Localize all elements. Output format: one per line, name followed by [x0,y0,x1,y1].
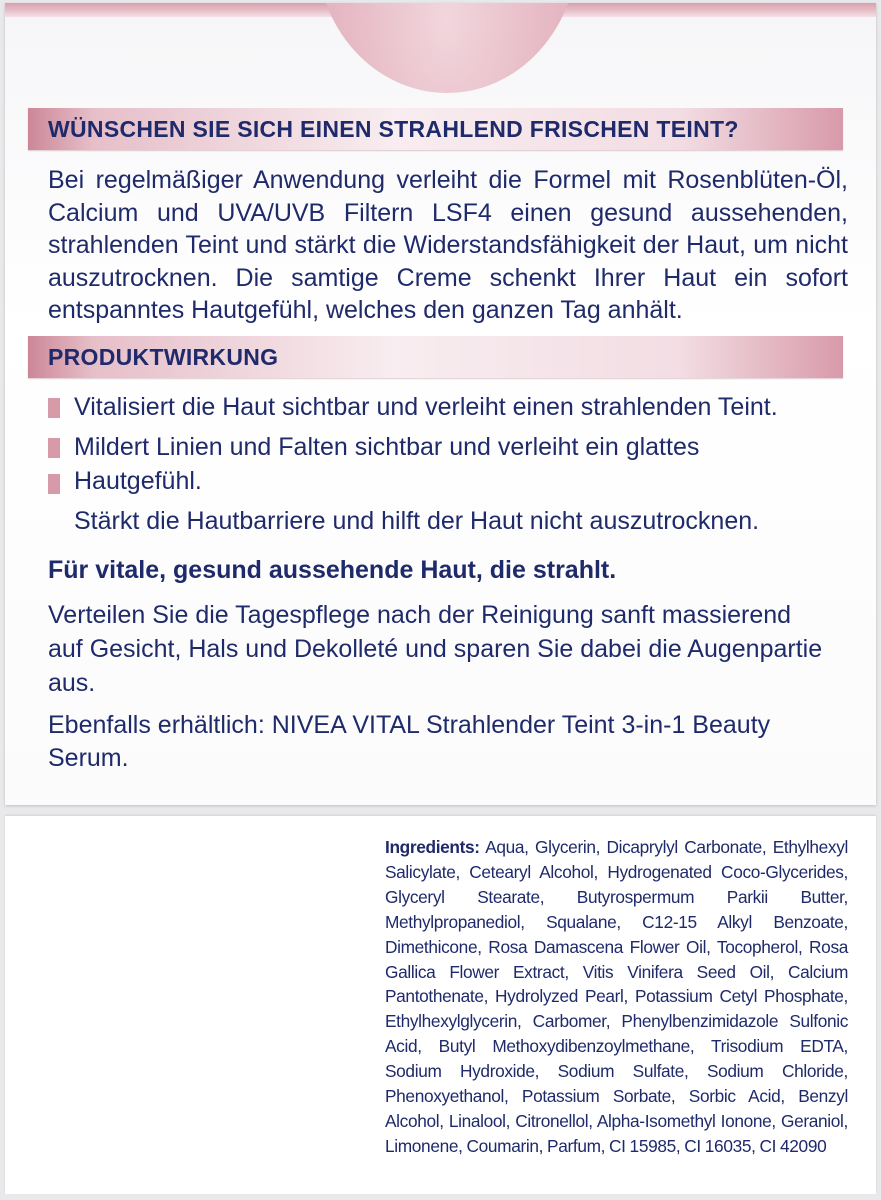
benefit-text: Mildert Linien und Falten sichtbar und verleiht ein glattes Hautgefühl. [74,433,700,495]
benefit-text: Vitalisiert die Haut sichtbar und verleiht einen strahlenden Teint. [74,393,778,421]
ingredients-list [385,835,848,1159]
lid-pull-tab [316,3,578,93]
benefit-text: Stärkt die Hautbarriere und hilft der Haut nicht auszutrocknen. [74,507,760,535]
bullet-marker-icon [48,398,60,418]
intro-paragraph: Bei regelmäßiger Anwendung verleiht die Formel mit Rosenblüten-Öl, Calcium und UVA/UVB Filtern LSF4 einen gesund aussehenden, strahlenden Teint und stärkt die Widerstandsfähigkeit der Haut, um nicht auszutrocknen. Die samtige Creme schenkt Ihrer Haut ein sofort entspanntes Hautgefühl, welches den ganzen Tag anhält. [48,166,848,324]
also-available-note: Ebenfalls erhältlich: NIVEA VITAL Strahlender Teint 3-in-1 Beauty Serum. [48,711,771,772]
bullet-marker-icon [48,474,60,494]
ingredients-text: Aqua, Glycerin, Dicaprylyl Carbonate, Ethylhexyl Salicylate, Cetearyl Alcohol, Hydrogenated Coco-Glycerides, Glyceryl Stearate, Butyrospermum Parkii Butter, Methylpropanediol, Squalane, C12-15 Alkyl Benzoate, Dimethicone, Rosa Damascena Flower Oil, Tocopherol, Rosa Gallica Flower Extract, Vitis Vinifera Seed Oil, Calcium Pantothenate, Hydrolyzed Pearl, Potassium Cetyl Phosphate, Ethylhexylglycerin, Carbomer, Phenylbenzimidazole Sulfonic Acid, Butyl Methoxydibenzoylmethane, Trisodium EDTA, Sodium Hydroxide, Sodium Sulfate, Sodium Chloride, Phenoxyethanol, Potassium Sorbate, Sorbic Acid, Benzyl Alcohol, Linalool, Citronellol, Alpha-Isomethyl Ionone, Geraniol, Limonene, Coumarin, Parfum, CI 15985, CI 16035, CI 42090 [385,837,848,1156]
list-item [48,390,828,424]
bullet-marker-icon [48,438,60,458]
benefit-list [48,390,828,544]
list-item [48,430,828,498]
product-effect-title: PRODUKTWIRKUNG [48,344,279,370]
tagline: Für vitale, gesund aussehende Haut, die strahlt. [48,556,617,584]
list-item [48,504,828,538]
headline-title: WÜNSCHEN SIE SICH EINEN STRAHLEND FRISCHEN TEINT? [48,116,739,142]
ingredients-label: Ingredients: [385,837,480,857]
headline-banner [28,108,843,150]
usage-instructions: Verteilen Sie die Tagespflege nach der Reinigung sanft massierend auf Gesicht, Hals und Dekolleté und sparen Sie dabei die Augenpartie aus. [48,601,823,697]
product-effect-banner [28,336,843,378]
